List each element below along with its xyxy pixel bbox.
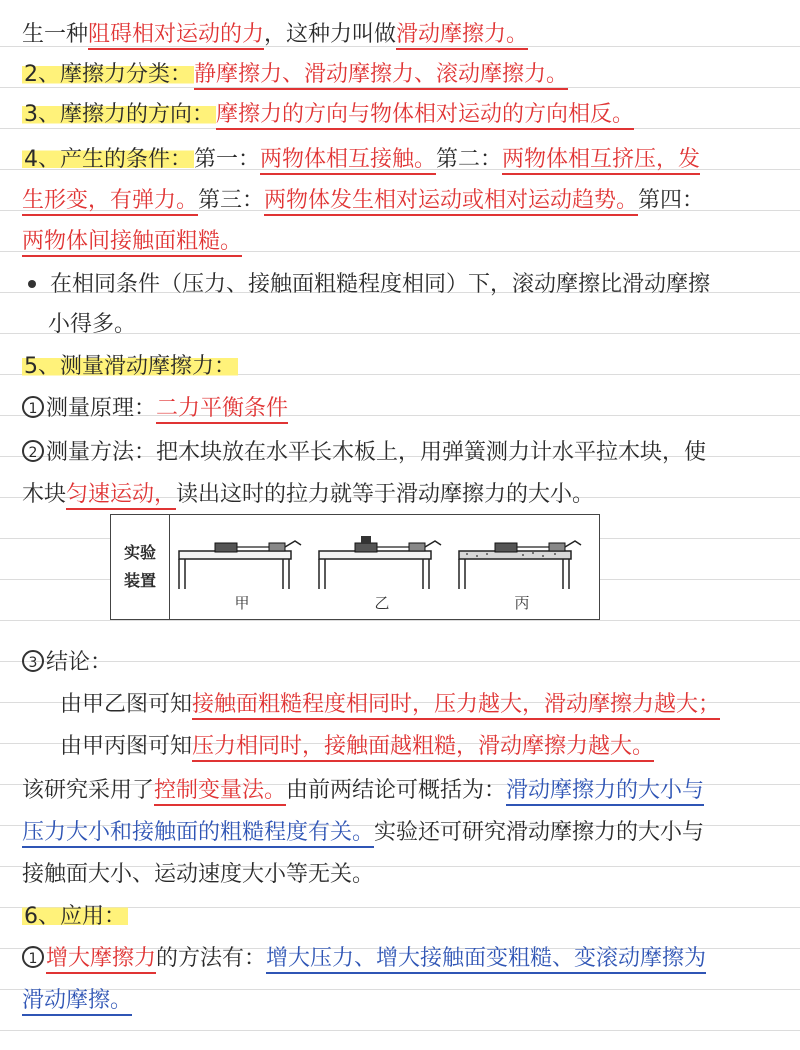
figure-caption: 甲: [234, 594, 250, 612]
text-line: [22, 818, 782, 850]
text-line: [22, 776, 782, 808]
text-line: [22, 394, 782, 426]
rough-table-block-drawing: [457, 521, 587, 591]
plain-text: 木块: [22, 482, 67, 507]
text-line: [22, 20, 782, 52]
plain-text: 测量原理：: [46, 396, 157, 421]
highlighted-heading: 6、应用：: [24, 904, 126, 929]
figure-caption: 丙: [514, 594, 530, 612]
red-answer: 滑动摩擦力。: [396, 22, 528, 50]
red-answer: 压力相同时，接触面越粗糙，滑动摩擦力越大。: [192, 734, 654, 762]
text-line: [22, 100, 782, 132]
highlighted-heading: 5、测量滑动摩擦力：: [24, 354, 236, 379]
bullet-dot: [28, 280, 36, 288]
blue-answer: 增大压力、增大接触面变粗糙、变滚动摩擦为: [266, 946, 706, 974]
plain-text: 结论：: [46, 650, 113, 675]
plain-text: 小得多。: [48, 312, 137, 337]
highlighted-heading: 2、摩擦力分类：: [24, 62, 192, 87]
red-answer: 控制变量法。: [154, 778, 286, 806]
plain-text: 第二：: [436, 147, 503, 172]
circled-number: 2: [22, 440, 44, 462]
highlighted-heading: 3、摩擦力的方向：: [24, 102, 214, 127]
plain-text: 在相同条件（压力、接触面粗糙程度相同）下，滚动摩擦比滑动摩擦: [50, 272, 711, 297]
text-line: [22, 944, 782, 976]
circled-number: 3: [22, 650, 44, 672]
text-line: [48, 310, 800, 342]
text-line: [22, 438, 782, 470]
plain-text: 的方法有：: [156, 946, 267, 971]
red-answer: 增大摩擦力: [46, 946, 156, 974]
blue-answer: 压力大小和接触面的粗糙程度有关。: [22, 820, 374, 848]
plain-text: 由甲乙图可知: [60, 692, 193, 717]
figure-panel-yi: [317, 521, 447, 615]
table-block-weight-drawing: [317, 521, 447, 591]
red-answer: 两物体发生相对运动或相对运动趋势。: [264, 188, 638, 216]
plain-text: 第四：: [638, 188, 705, 213]
figure-label-line: 装置: [123, 571, 156, 590]
text-line: [22, 270, 782, 302]
red-answer: 摩擦力的方向与物体相对运动的方向相反。: [216, 102, 634, 130]
red-answer: 两物体相互接触。: [260, 147, 436, 175]
text-line: [60, 690, 800, 722]
table-block-drawing: [177, 521, 307, 591]
plain-text: 该研究采用了: [22, 778, 155, 803]
plain-text: 读出这时的拉力就等于滑动摩擦力的大小。: [176, 482, 595, 507]
red-answer: 接触面粗糙程度相同时，压力越大，滑动摩擦力越大；: [192, 692, 720, 720]
red-answer: 静摩擦力、滑动摩擦力、滚动摩擦力。: [194, 62, 568, 90]
text-line: [22, 352, 782, 384]
plain-text: ，这种力叫做: [264, 22, 397, 47]
text-line: [22, 480, 782, 512]
experiment-figure: [110, 514, 600, 620]
plain-text: 实验还可研究滑动摩擦力的大小与: [374, 820, 705, 845]
red-answer: 生形变，有弹力。: [22, 188, 198, 216]
text-line: [22, 227, 782, 259]
highlighted-heading: 4、产生的条件：: [24, 147, 192, 172]
plain-text: 测量方法：把木块放在水平长木板上，用弹簧测力计水平拉木块，使: [46, 440, 707, 465]
red-answer: 两物体相互挤压，发: [502, 147, 700, 175]
plain-text: 由甲丙图可知: [60, 734, 193, 759]
text-line: [22, 145, 782, 177]
blue-answer: 滑动摩擦力的大小与: [506, 778, 704, 806]
text-line: [22, 648, 782, 680]
text-line: [22, 60, 782, 92]
red-answer: 二力平衡条件: [156, 396, 288, 424]
text-line: [22, 860, 782, 892]
figure-label-line: 实验: [123, 543, 156, 562]
plain-text: 第三：: [198, 188, 265, 213]
red-answer: 两物体间接触面粗糙。: [22, 229, 242, 257]
figure-label: [111, 515, 170, 619]
plain-text: 第一：: [194, 147, 261, 172]
figure-panel-jia: [177, 521, 307, 615]
red-answer: 阻碍相对运动的力: [88, 22, 264, 50]
circled-number: 1: [22, 946, 44, 968]
figure-panel-bing: [457, 521, 587, 615]
circled-number: 1: [22, 396, 44, 418]
text-line: [22, 986, 782, 1018]
text-line: [60, 732, 800, 764]
plain-text: 生一种: [22, 22, 89, 47]
figure-caption: 乙: [374, 594, 390, 612]
plain-text: 由前两结论可概括为：: [286, 778, 507, 803]
plain-text: 接触面大小、运动速度大小等无关。: [22, 862, 375, 887]
text-line: [22, 902, 782, 934]
blue-answer: 滑动摩擦。: [22, 988, 132, 1016]
red-answer: 匀速运动，: [66, 482, 176, 510]
text-line: [22, 186, 782, 218]
